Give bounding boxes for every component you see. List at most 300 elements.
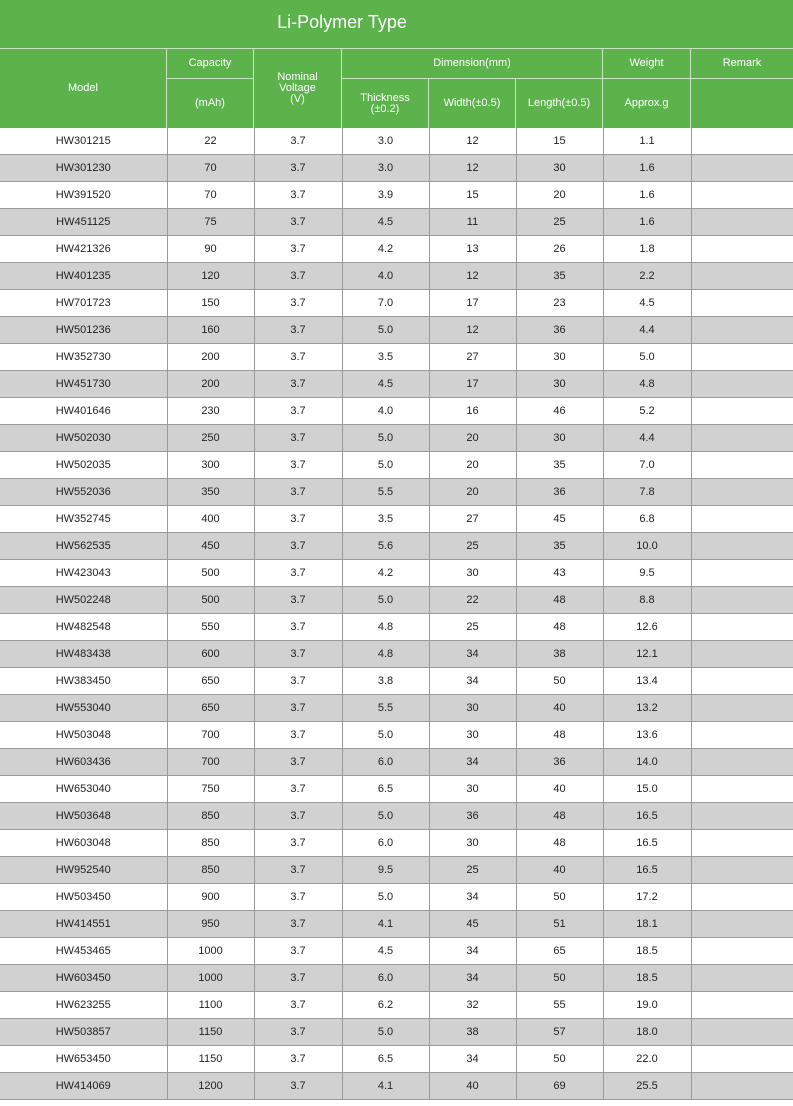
remark-cell [691, 911, 793, 938]
remark-cell [691, 1019, 793, 1046]
capacity-cell: 850 [167, 803, 254, 830]
width-cell: 32 [429, 992, 516, 1019]
header-capacity-unit [167, 78, 254, 128]
remark-cell [691, 479, 793, 506]
voltage-cell: 3.7 [254, 371, 342, 398]
length-cell: 38 [516, 641, 603, 668]
length-cell: 35 [516, 533, 603, 560]
thickness-cell: 4.1 [342, 1073, 429, 1100]
model-cell: HW451730 [0, 371, 167, 398]
width-cell: 16 [429, 398, 516, 425]
remark-cell [691, 398, 793, 425]
model-cell: HW603048 [0, 830, 167, 857]
remark-cell [691, 938, 793, 965]
width-cell: 27 [429, 344, 516, 371]
thickness-cell: 5.5 [342, 479, 429, 506]
weight-cell: 22.0 [603, 1046, 691, 1073]
width-cell: 40 [429, 1073, 516, 1100]
thickness-cell: 5.0 [342, 803, 429, 830]
header-width-label: Width(±0.5) [443, 97, 501, 109]
width-cell: 30 [429, 776, 516, 803]
remark-cell [691, 155, 793, 182]
table-row [0, 668, 793, 695]
table-row [0, 884, 793, 911]
weight-cell: 13.2 [603, 695, 691, 722]
voltage-cell: 3.7 [254, 749, 342, 776]
model-cell: HW483438 [0, 641, 167, 668]
length-cell: 43 [516, 560, 603, 587]
model-cell: HW383450 [0, 668, 167, 695]
voltage-cell: 3.7 [254, 155, 342, 182]
width-cell: 34 [429, 668, 516, 695]
capacity-cell: 1000 [167, 938, 254, 965]
capacity-cell: 650 [167, 668, 254, 695]
weight-cell: 18.0 [603, 1019, 691, 1046]
weight-cell: 6.8 [603, 506, 691, 533]
voltage-cell: 3.7 [254, 506, 342, 533]
voltage-cell: 3.7 [254, 290, 342, 317]
weight-cell: 4.4 [603, 425, 691, 452]
model-cell: HW414551 [0, 911, 167, 938]
weight-cell: 15.0 [603, 776, 691, 803]
length-cell: 30 [516, 155, 603, 182]
thickness-cell: 3.8 [342, 668, 429, 695]
remark-cell [691, 1073, 793, 1100]
model-cell: HW301215 [0, 128, 167, 155]
width-cell: 22 [429, 587, 516, 614]
weight-cell: 14.0 [603, 749, 691, 776]
length-cell: 25 [516, 209, 603, 236]
remark-cell [691, 965, 793, 992]
voltage-cell: 3.7 [254, 128, 342, 155]
model-cell: HW653040 [0, 776, 167, 803]
remark-cell [691, 263, 793, 290]
table-row [0, 317, 793, 344]
width-cell: 34 [429, 884, 516, 911]
table-row [0, 803, 793, 830]
table-row [0, 1073, 793, 1100]
weight-cell: 1.1 [603, 128, 691, 155]
table-row [0, 965, 793, 992]
length-cell: 50 [516, 1046, 603, 1073]
capacity-cell: 850 [167, 857, 254, 884]
weight-cell: 5.0 [603, 344, 691, 371]
weight-cell: 18.5 [603, 965, 691, 992]
model-cell: HW421326 [0, 236, 167, 263]
table-row [0, 722, 793, 749]
voltage-cell: 3.7 [254, 1019, 342, 1046]
thickness-cell: 6.0 [342, 830, 429, 857]
length-cell: 30 [516, 371, 603, 398]
table-row [0, 344, 793, 371]
thickness-cell: 3.9 [342, 182, 429, 209]
model-cell: HW653450 [0, 1046, 167, 1073]
table-row [0, 155, 793, 182]
model-cell: HW451125 [0, 209, 167, 236]
table-row [0, 641, 793, 668]
capacity-cell: 230 [167, 398, 254, 425]
length-cell: 40 [516, 857, 603, 884]
width-cell: 30 [429, 560, 516, 587]
capacity-cell: 950 [167, 911, 254, 938]
voltage-cell: 3.7 [254, 587, 342, 614]
weight-cell: 16.5 [603, 857, 691, 884]
voltage-cell: 3.7 [254, 668, 342, 695]
width-cell: 20 [429, 425, 516, 452]
length-cell: 48 [516, 587, 603, 614]
voltage-cell: 3.7 [254, 911, 342, 938]
header-capacity [167, 48, 254, 78]
voltage-cell: 3.7 [254, 1073, 342, 1100]
thickness-cell: 5.0 [342, 317, 429, 344]
spec-table [0, 128, 793, 1100]
length-cell: 65 [516, 938, 603, 965]
capacity-cell: 200 [167, 371, 254, 398]
thickness-cell: 4.8 [342, 641, 429, 668]
remark-cell [691, 668, 793, 695]
thickness-cell: 6.5 [342, 1046, 429, 1073]
weight-cell: 1.6 [603, 155, 691, 182]
table-row [0, 209, 793, 236]
thickness-cell: 9.5 [342, 857, 429, 884]
width-cell: 17 [429, 371, 516, 398]
model-cell: HW482548 [0, 614, 167, 641]
capacity-cell: 500 [167, 587, 254, 614]
table-row [0, 263, 793, 290]
voltage-cell: 3.7 [254, 425, 342, 452]
weight-cell: 9.5 [603, 560, 691, 587]
width-cell: 12 [429, 263, 516, 290]
table-row [0, 911, 793, 938]
table-row [0, 371, 793, 398]
thickness-cell: 3.0 [342, 155, 429, 182]
header-dimension [342, 48, 603, 78]
capacity-cell: 300 [167, 452, 254, 479]
weight-cell: 7.8 [603, 479, 691, 506]
length-cell: 40 [516, 776, 603, 803]
voltage-cell: 3.7 [254, 533, 342, 560]
capacity-cell: 90 [167, 236, 254, 263]
length-cell: 36 [516, 749, 603, 776]
capacity-cell: 600 [167, 641, 254, 668]
length-cell: 50 [516, 965, 603, 992]
capacity-cell: 150 [167, 290, 254, 317]
thickness-cell: 3.5 [342, 506, 429, 533]
thickness-cell: 4.5 [342, 371, 429, 398]
length-cell: 55 [516, 992, 603, 1019]
title-bar [0, 0, 793, 48]
thickness-cell: 7.0 [342, 290, 429, 317]
thickness-cell: 5.0 [342, 884, 429, 911]
length-cell: 20 [516, 182, 603, 209]
remark-cell [691, 290, 793, 317]
length-cell: 69 [516, 1073, 603, 1100]
width-cell: 25 [429, 533, 516, 560]
table-row [0, 560, 793, 587]
width-cell: 17 [429, 290, 516, 317]
voltage-cell: 3.7 [254, 263, 342, 290]
capacity-cell: 1150 [167, 1019, 254, 1046]
capacity-cell: 1100 [167, 992, 254, 1019]
model-cell: HW553040 [0, 695, 167, 722]
spec-table-body [0, 128, 793, 1100]
model-cell: HW501236 [0, 317, 167, 344]
capacity-cell: 750 [167, 776, 254, 803]
model-cell: HW503648 [0, 803, 167, 830]
voltage-cell: 3.7 [254, 857, 342, 884]
length-cell: 15 [516, 128, 603, 155]
header-model-label: Model [68, 82, 98, 94]
remark-cell [691, 749, 793, 776]
thickness-cell: 3.5 [342, 344, 429, 371]
length-cell: 57 [516, 1019, 603, 1046]
length-cell: 26 [516, 236, 603, 263]
table-row [0, 1019, 793, 1046]
weight-cell: 13.6 [603, 722, 691, 749]
thickness-cell: 5.0 [342, 452, 429, 479]
header-length-label: Length(±0.5) [527, 97, 591, 109]
thickness-cell: 4.0 [342, 398, 429, 425]
remark-cell [691, 533, 793, 560]
model-cell: HW453465 [0, 938, 167, 965]
model-cell: HW502248 [0, 587, 167, 614]
weight-cell: 17.2 [603, 884, 691, 911]
model-cell: HW301230 [0, 155, 167, 182]
length-cell: 35 [516, 263, 603, 290]
voltage-cell: 3.7 [254, 182, 342, 209]
length-cell: 36 [516, 479, 603, 506]
thickness-cell: 5.0 [342, 722, 429, 749]
weight-cell: 4.4 [603, 317, 691, 344]
capacity-cell: 900 [167, 884, 254, 911]
thickness-cell: 5.0 [342, 587, 429, 614]
length-cell: 48 [516, 803, 603, 830]
width-cell: 30 [429, 830, 516, 857]
model-cell: HW603450 [0, 965, 167, 992]
weight-cell: 19.0 [603, 992, 691, 1019]
remark-cell [691, 857, 793, 884]
voltage-cell: 3.7 [254, 209, 342, 236]
length-cell: 50 [516, 668, 603, 695]
width-cell: 25 [429, 614, 516, 641]
table-row [0, 587, 793, 614]
width-cell: 30 [429, 722, 516, 749]
length-cell: 23 [516, 290, 603, 317]
model-cell: HW952540 [0, 857, 167, 884]
width-cell: 27 [429, 506, 516, 533]
length-cell: 48 [516, 830, 603, 857]
table-row [0, 830, 793, 857]
remark-cell [691, 803, 793, 830]
header-remark-label: Remark [722, 57, 762, 69]
voltage-cell: 3.7 [254, 695, 342, 722]
thickness-cell: 5.0 [342, 425, 429, 452]
table-row [0, 182, 793, 209]
thickness-cell: 3.0 [342, 128, 429, 155]
capacity-cell: 550 [167, 614, 254, 641]
header-remark-lower [691, 78, 793, 128]
model-cell: HW503450 [0, 884, 167, 911]
model-cell: HW401235 [0, 263, 167, 290]
model-cell: HW401646 [0, 398, 167, 425]
remark-cell [691, 371, 793, 398]
weight-cell: 4.8 [603, 371, 691, 398]
header-capacity-label: Capacity [188, 57, 232, 69]
weight-cell: 12.6 [603, 614, 691, 641]
weight-cell: 10.0 [603, 533, 691, 560]
voltage-cell: 3.7 [254, 776, 342, 803]
model-cell: HW502035 [0, 452, 167, 479]
table-row [0, 533, 793, 560]
capacity-cell: 400 [167, 506, 254, 533]
header-voltage [254, 48, 342, 128]
header-weight-label: Weight [629, 57, 664, 69]
weight-cell: 7.0 [603, 452, 691, 479]
table-row [0, 749, 793, 776]
header-thickness [342, 78, 429, 128]
width-cell: 13 [429, 236, 516, 263]
capacity-cell: 650 [167, 695, 254, 722]
voltage-cell: 3.7 [254, 641, 342, 668]
table-row [0, 1046, 793, 1073]
remark-cell [691, 182, 793, 209]
weight-cell: 16.5 [603, 830, 691, 857]
remark-cell [691, 992, 793, 1019]
length-cell: 50 [516, 884, 603, 911]
remark-cell [691, 425, 793, 452]
remark-cell [691, 587, 793, 614]
remark-cell [691, 344, 793, 371]
weight-cell: 1.6 [603, 182, 691, 209]
capacity-cell: 1150 [167, 1046, 254, 1073]
thickness-cell: 6.2 [342, 992, 429, 1019]
remark-cell [691, 614, 793, 641]
width-cell: 30 [429, 695, 516, 722]
header-thickness-tolerance: (±0.2) [370, 102, 400, 115]
thickness-cell: 4.2 [342, 236, 429, 263]
model-cell: HW352730 [0, 344, 167, 371]
length-cell: 40 [516, 695, 603, 722]
voltage-cell: 3.7 [254, 830, 342, 857]
header-capacity-unit-label: (mAh) [195, 97, 225, 109]
voltage-cell: 3.7 [254, 884, 342, 911]
thickness-cell: 4.5 [342, 209, 429, 236]
model-cell: HW623255 [0, 992, 167, 1019]
model-cell: HW391520 [0, 182, 167, 209]
voltage-cell: 3.7 [254, 992, 342, 1019]
remark-cell [691, 317, 793, 344]
table-row [0, 614, 793, 641]
weight-cell: 5.2 [603, 398, 691, 425]
header-weight [603, 48, 691, 78]
model-cell: HW603436 [0, 749, 167, 776]
capacity-cell: 160 [167, 317, 254, 344]
capacity-cell: 70 [167, 182, 254, 209]
header-dimension-label: Dimension(mm) [433, 57, 511, 69]
table-row [0, 992, 793, 1019]
remark-cell [691, 641, 793, 668]
capacity-cell: 250 [167, 425, 254, 452]
length-cell: 35 [516, 452, 603, 479]
thickness-cell: 6.0 [342, 749, 429, 776]
voltage-cell: 3.7 [254, 1046, 342, 1073]
capacity-cell: 70 [167, 155, 254, 182]
table-row [0, 398, 793, 425]
header-weight-unit [603, 78, 691, 128]
voltage-cell: 3.7 [254, 479, 342, 506]
model-cell: HW503857 [0, 1019, 167, 1046]
weight-cell: 16.5 [603, 803, 691, 830]
width-cell: 15 [429, 182, 516, 209]
header-remark [691, 48, 793, 78]
width-cell: 34 [429, 1046, 516, 1073]
weight-cell: 2.2 [603, 263, 691, 290]
length-cell: 36 [516, 317, 603, 344]
table-row [0, 452, 793, 479]
length-cell: 46 [516, 398, 603, 425]
width-cell: 25 [429, 857, 516, 884]
table-row [0, 425, 793, 452]
width-cell: 12 [429, 317, 516, 344]
capacity-cell: 1200 [167, 1073, 254, 1100]
table-row [0, 290, 793, 317]
width-cell: 34 [429, 641, 516, 668]
header-length [516, 78, 603, 128]
length-cell: 51 [516, 911, 603, 938]
voltage-cell: 3.7 [254, 344, 342, 371]
model-cell: HW352745 [0, 506, 167, 533]
voltage-cell: 3.7 [254, 938, 342, 965]
table-row [0, 938, 793, 965]
thickness-cell: 6.5 [342, 776, 429, 803]
length-cell: 30 [516, 344, 603, 371]
table-row [0, 479, 793, 506]
capacity-cell: 200 [167, 344, 254, 371]
width-cell: 36 [429, 803, 516, 830]
header-weight-unit-label: Approx.g [624, 97, 669, 109]
length-cell: 48 [516, 722, 603, 749]
table-row [0, 506, 793, 533]
weight-cell: 8.8 [603, 587, 691, 614]
voltage-cell: 3.7 [254, 722, 342, 749]
header-voltage-line2: Voltage [279, 82, 316, 94]
voltage-cell: 3.7 [254, 452, 342, 479]
width-cell: 34 [429, 938, 516, 965]
table-row [0, 857, 793, 884]
capacity-cell: 700 [167, 749, 254, 776]
voltage-cell: 3.7 [254, 560, 342, 587]
thickness-cell: 5.5 [342, 695, 429, 722]
capacity-cell: 500 [167, 560, 254, 587]
weight-cell: 1.8 [603, 236, 691, 263]
capacity-cell: 75 [167, 209, 254, 236]
voltage-cell: 3.7 [254, 398, 342, 425]
capacity-cell: 350 [167, 479, 254, 506]
thickness-cell: 4.5 [342, 938, 429, 965]
thickness-cell: 4.8 [342, 614, 429, 641]
width-cell: 45 [429, 911, 516, 938]
remark-cell [691, 209, 793, 236]
header-width [429, 78, 516, 128]
remark-cell [691, 1046, 793, 1073]
thickness-cell: 4.2 [342, 560, 429, 587]
header-model [0, 48, 167, 128]
header-voltage-line1: Nominal [277, 71, 318, 83]
model-cell: HW423043 [0, 560, 167, 587]
remark-cell [691, 776, 793, 803]
weight-cell: 13.4 [603, 668, 691, 695]
width-cell: 34 [429, 749, 516, 776]
